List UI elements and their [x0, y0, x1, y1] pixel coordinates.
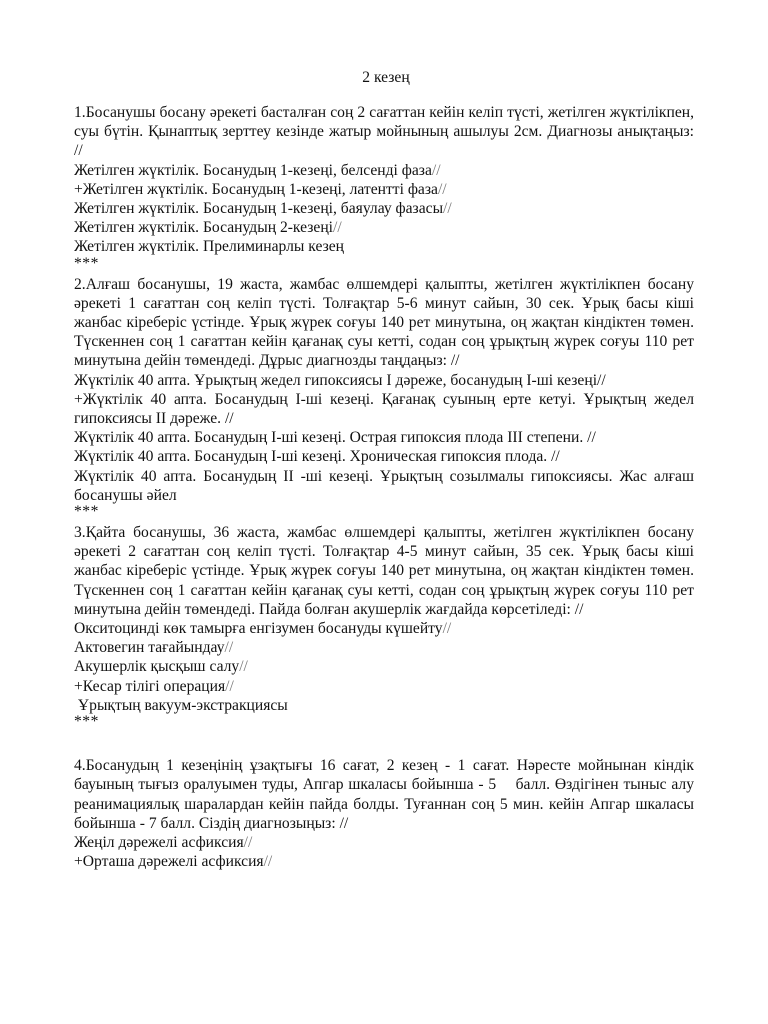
- question-1: [74, 103, 694, 270]
- option-suffix: //: [263, 853, 273, 871]
- option-text: Жеңіл дәрежелі асфиксия: [74, 833, 244, 851]
- answer-option: [74, 161, 694, 180]
- question-separator: ***: [74, 503, 99, 521]
- answer-option: [74, 657, 694, 676]
- question-separator: ***: [74, 254, 99, 272]
- option-suffix: //: [243, 833, 253, 851]
- option-suffix: //: [443, 200, 452, 218]
- page-title: 2 кезең: [362, 69, 410, 86]
- answer-option: [74, 428, 694, 447]
- option-suffix: //: [437, 180, 447, 198]
- question-2: [74, 275, 694, 521]
- answer-option: [74, 237, 694, 256]
- answer-option-correct: [74, 390, 694, 428]
- answer-option-correct: [74, 677, 694, 696]
- option-text: Жетілген жүктілік. Босанудың 2-кезеңі: [74, 219, 333, 237]
- answer-option: [74, 447, 694, 466]
- option-text: Жүктілік 40 апта. Ұрықтың жедел гипоксиясы І дәреже, босанудың І-ші кезеңі//: [74, 371, 606, 389]
- option-suffix: //: [239, 658, 248, 676]
- answer-option: [74, 833, 694, 852]
- question-stem: 2.Алғаш босанушы, 19 жаста, жамбас өлшемдері қалыпты, жетілген жүктілікпен босану әрекеті 1 сағаттан соң келіп түсті. Толғақтар 5-6 минут сайын, 30 сек. Ұрық басы кіші жанбас кіреберіс үстінде. Ұрық жүрек соғуы 140 рет минутына, оң жақтан кіндіктен төмен. Түскеннен соң 1 сағаттан кейін қағанақ суы кетті, содан соң ұрықтың жүрек соғуы 110 рет минутына дейін төмендеді. Дұрыс диагнозды таңдаңыз: //: [74, 275, 694, 370]
- answer-option: [74, 467, 694, 505]
- answer-option: [74, 696, 694, 715]
- question-stem: 4.Босанудың 1 кезеңінің ұзақтығы 16 сағат, 2 кезең - 1 сағат. Нәресте мойнынан кіндік бауының тығыз оралуымен туды, Апгар шкаласы бойынша - 5 балл. Өздігінен тыныс алу реанимациялық шаралардан кейін пайда болды. Туғаннан соң 5 мин. кейін Апгар шкаласы бойынша - 7 балл. Сіздің диагнозыңыз: //: [74, 757, 698, 832]
- option-text: Жүктілік 40 апта. Босанудың І-ші кезеңі. Хроническая гипоксия плода. //: [74, 448, 560, 466]
- question-4: [74, 756, 698, 871]
- document-page: [74, 67, 698, 871]
- option-text: +Жүктілік 40 апта. Босанудың І-ші кезеңі. Қағанақ суының ерте кетуі. Ұрықтың жедел гипоксиясы ІІ дәреже. //: [74, 390, 694, 428]
- option-text: Акушерлік қысқыш салу: [74, 658, 240, 676]
- option-text: Жетілген жүктілік. Босанудың 1-кезеңі, баяулау фазасы: [74, 200, 444, 218]
- option-text: Актовегин тағайындау: [74, 639, 225, 657]
- spacer: [74, 733, 694, 756]
- option-text: +Кесар тілігі операция: [74, 677, 226, 695]
- option-text: Жүктілік 40 апта. Босанудың І-ші кезеңі. Острая гипоксия плода ІІІ степени. //: [74, 429, 596, 447]
- answer-option: [74, 199, 694, 218]
- option-text: Окситоцинді көк тамырға енгізумен босануды күшейту: [74, 620, 443, 638]
- answer-option: [74, 371, 694, 390]
- option-suffix: //: [431, 161, 441, 179]
- option-text: Жетілген жүктілік. Босанудың 1-кезеңі, белсенді фаза: [74, 161, 432, 179]
- option-text: +Орташа дәрежелі асфиксия: [74, 853, 264, 871]
- option-suffix: //: [442, 620, 452, 638]
- option-suffix: //: [224, 639, 234, 657]
- answer-option: [74, 638, 694, 657]
- question-separator: ***: [74, 713, 99, 731]
- question-stem: 3.Қайта босанушы, 36 жаста, жамбас өлшемдері қалыпты, жетілген жүктілікпен босану әрекеті 2 сағаттан соң келіп түсті. Толғақтар 4-5 минут сайын, 35 сек. Ұрық басы кіші жанбас кіреберіс үстінде. Ұрық жүрек соғуы 140 рет минутына, оң жақтан кіндіктен төмен. Түскеннен соң 1 сағаттан кейін қағанақ суы кетті, содан соң ұрықтың жүрек соғуы 110 рет минутына дейін төмендеді. Пайда болған акушерлік жағдайда көрсетіледі: //: [74, 524, 694, 618]
- answer-option: [74, 218, 694, 237]
- option-suffix: //: [225, 677, 234, 695]
- option-text: Жетілген жүктілік. Прелиминарлы кезең: [74, 238, 345, 256]
- question-3: [74, 523, 694, 731]
- answer-option: [74, 619, 694, 638]
- question-stem: 1.Босанушы босану әрекеті басталған соң 2 сағаттан кейін келіп түсті, жетілген жүктілікпен, суы бүтін. Қынаптық зерттеу кезінде жатыр мойнының ашылуы 2см. Диагнозы анықтаңыз: //: [74, 104, 694, 160]
- option-text: Ұрықтың вакуум-экстракциясы: [74, 696, 288, 714]
- answer-option-correct: [74, 852, 694, 871]
- option-suffix: //: [333, 219, 342, 237]
- answer-option-correct: [74, 180, 694, 199]
- option-text: +Жетілген жүктілік. Босанудың 1-кезеңі, латентті фаза: [74, 180, 438, 198]
- option-text: Жүктілік 40 апта. Босанудың ІІ -ші кезеңі. Ұрықтың созылмалы гипоксиясы. Жас алғаш босанушы әйел: [74, 467, 694, 504]
